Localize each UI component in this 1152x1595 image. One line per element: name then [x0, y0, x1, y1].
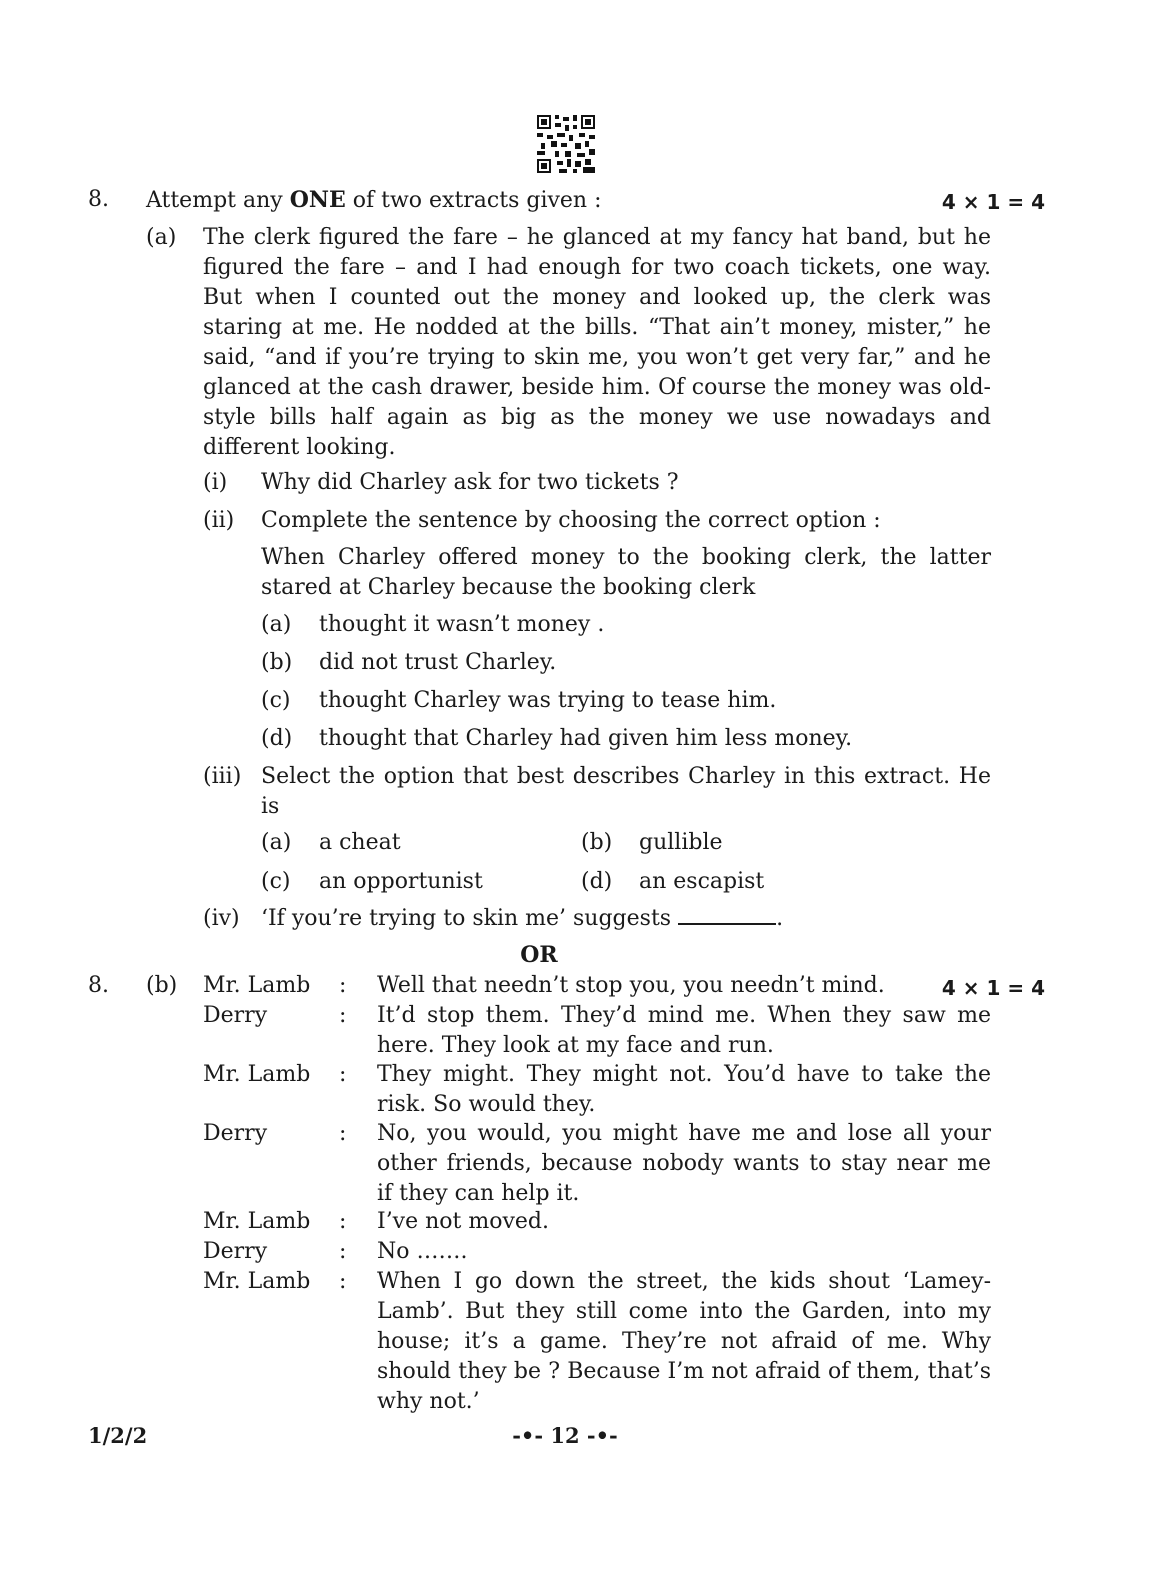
ornament-icon: -•- — [586, 1423, 618, 1448]
subquestion-label: (iv) — [203, 906, 240, 931]
option-item: (c) thought Charley was trying to tease him. — [261, 688, 777, 713]
subquestion-text: Why did Charley ask for two tickets ? — [261, 470, 679, 495]
speech-text: No ……. — [377, 1239, 468, 1264]
extract-passage: The clerk figured the fare – he glanced at my fancy hat band, but he figured the fare – and I had enough for two coach tickets, one way. But when I counted out the money and looked up, the clerk was staring at me. He nodded at the bills. “That ain’t money, mister,” he said, “and if you’re trying to skin me, you won’t get very far,” and he glanced at the cash drawer, beside him. Of course the money was old-style bills half again as big as the money we use nowadays and different looking. — [203, 225, 991, 460]
subquestion-text: Select the option that best describes Charley in this extract. He is — [261, 764, 991, 819]
part-label: (b) — [146, 973, 178, 998]
ornament-icon: -•- — [512, 1423, 544, 1448]
option-item: (d) thought that Charley had given him less money. — [261, 726, 853, 751]
speech-text: I’ve not moved. — [377, 1209, 550, 1234]
option-item: (a) thought it wasn’t money . — [261, 612, 605, 637]
question-instruction: Attempt any ONE of two extracts given : — [146, 187, 602, 213]
part-label: (a) — [146, 225, 177, 250]
option-item: (a) a cheat — [261, 830, 401, 855]
option-item: (c) an opportunist — [261, 869, 483, 894]
speaker-name: Mr. Lamb — [203, 1062, 311, 1087]
speaker-name: Derry — [203, 1239, 268, 1264]
subquestion-label: (iii) — [203, 764, 242, 789]
subquestion-stem: When Charley offered money to the booking clerk, the latter stared at Charley because the booking clerk — [261, 545, 991, 600]
speech-text: It’d stop them. They’d mind me. When they saw me here. They look at my face and run. — [377, 1003, 991, 1058]
speech-text: Well that needn’t stop you, you needn’t mind. — [377, 973, 885, 998]
subquestion-label: (i) — [203, 470, 228, 495]
speech-text: When I go down the street, the kids shout ‘Lamey-Lamb’. But they still come into the Garden, into my house; it’s a game. They’re not afraid of me. Why should they be ? Because I’m not afraid of them, that’s why not.’ — [377, 1269, 991, 1414]
speaker-name: Mr. Lamb — [203, 973, 311, 998]
speaker-name: Mr. Lamb — [203, 1269, 311, 1294]
marks-label: 4 × 1 = 4 — [941, 976, 1045, 1000]
marks-label: 4 × 1 = 4 — [941, 190, 1045, 214]
page-number: -•- 12 -•- — [512, 1423, 618, 1448]
speaker-name: Mr. Lamb — [203, 1209, 311, 1234]
option-item: (b) did not trust Charley. — [261, 650, 557, 675]
qr-code-icon — [537, 115, 595, 173]
answer-blank — [678, 905, 776, 925]
speech-text: No, you would, you might have me and lose all your other friends, because nobody wants to stay near me if they can help it. — [377, 1121, 991, 1206]
speaker-name: Derry — [203, 1121, 268, 1146]
subquestion-text: Complete the sentence by choosing the correct option : — [261, 508, 881, 533]
speech-text: They might. They might not. You’d have to take the risk. So would they. — [377, 1062, 991, 1117]
speaker-name: Derry — [203, 1003, 268, 1028]
question-number: 8. — [88, 973, 109, 998]
paper-code: 1/2/2 — [88, 1423, 148, 1448]
subquestion-text: ‘If you’re trying to skin me’ suggests . — [261, 906, 784, 931]
or-divider: OR — [520, 942, 558, 968]
option-item: (d) an escapist — [581, 869, 765, 894]
question-number: 8. — [88, 187, 109, 212]
subquestion-label: (ii) — [203, 508, 235, 533]
option-item: (b) gullible — [581, 830, 723, 855]
